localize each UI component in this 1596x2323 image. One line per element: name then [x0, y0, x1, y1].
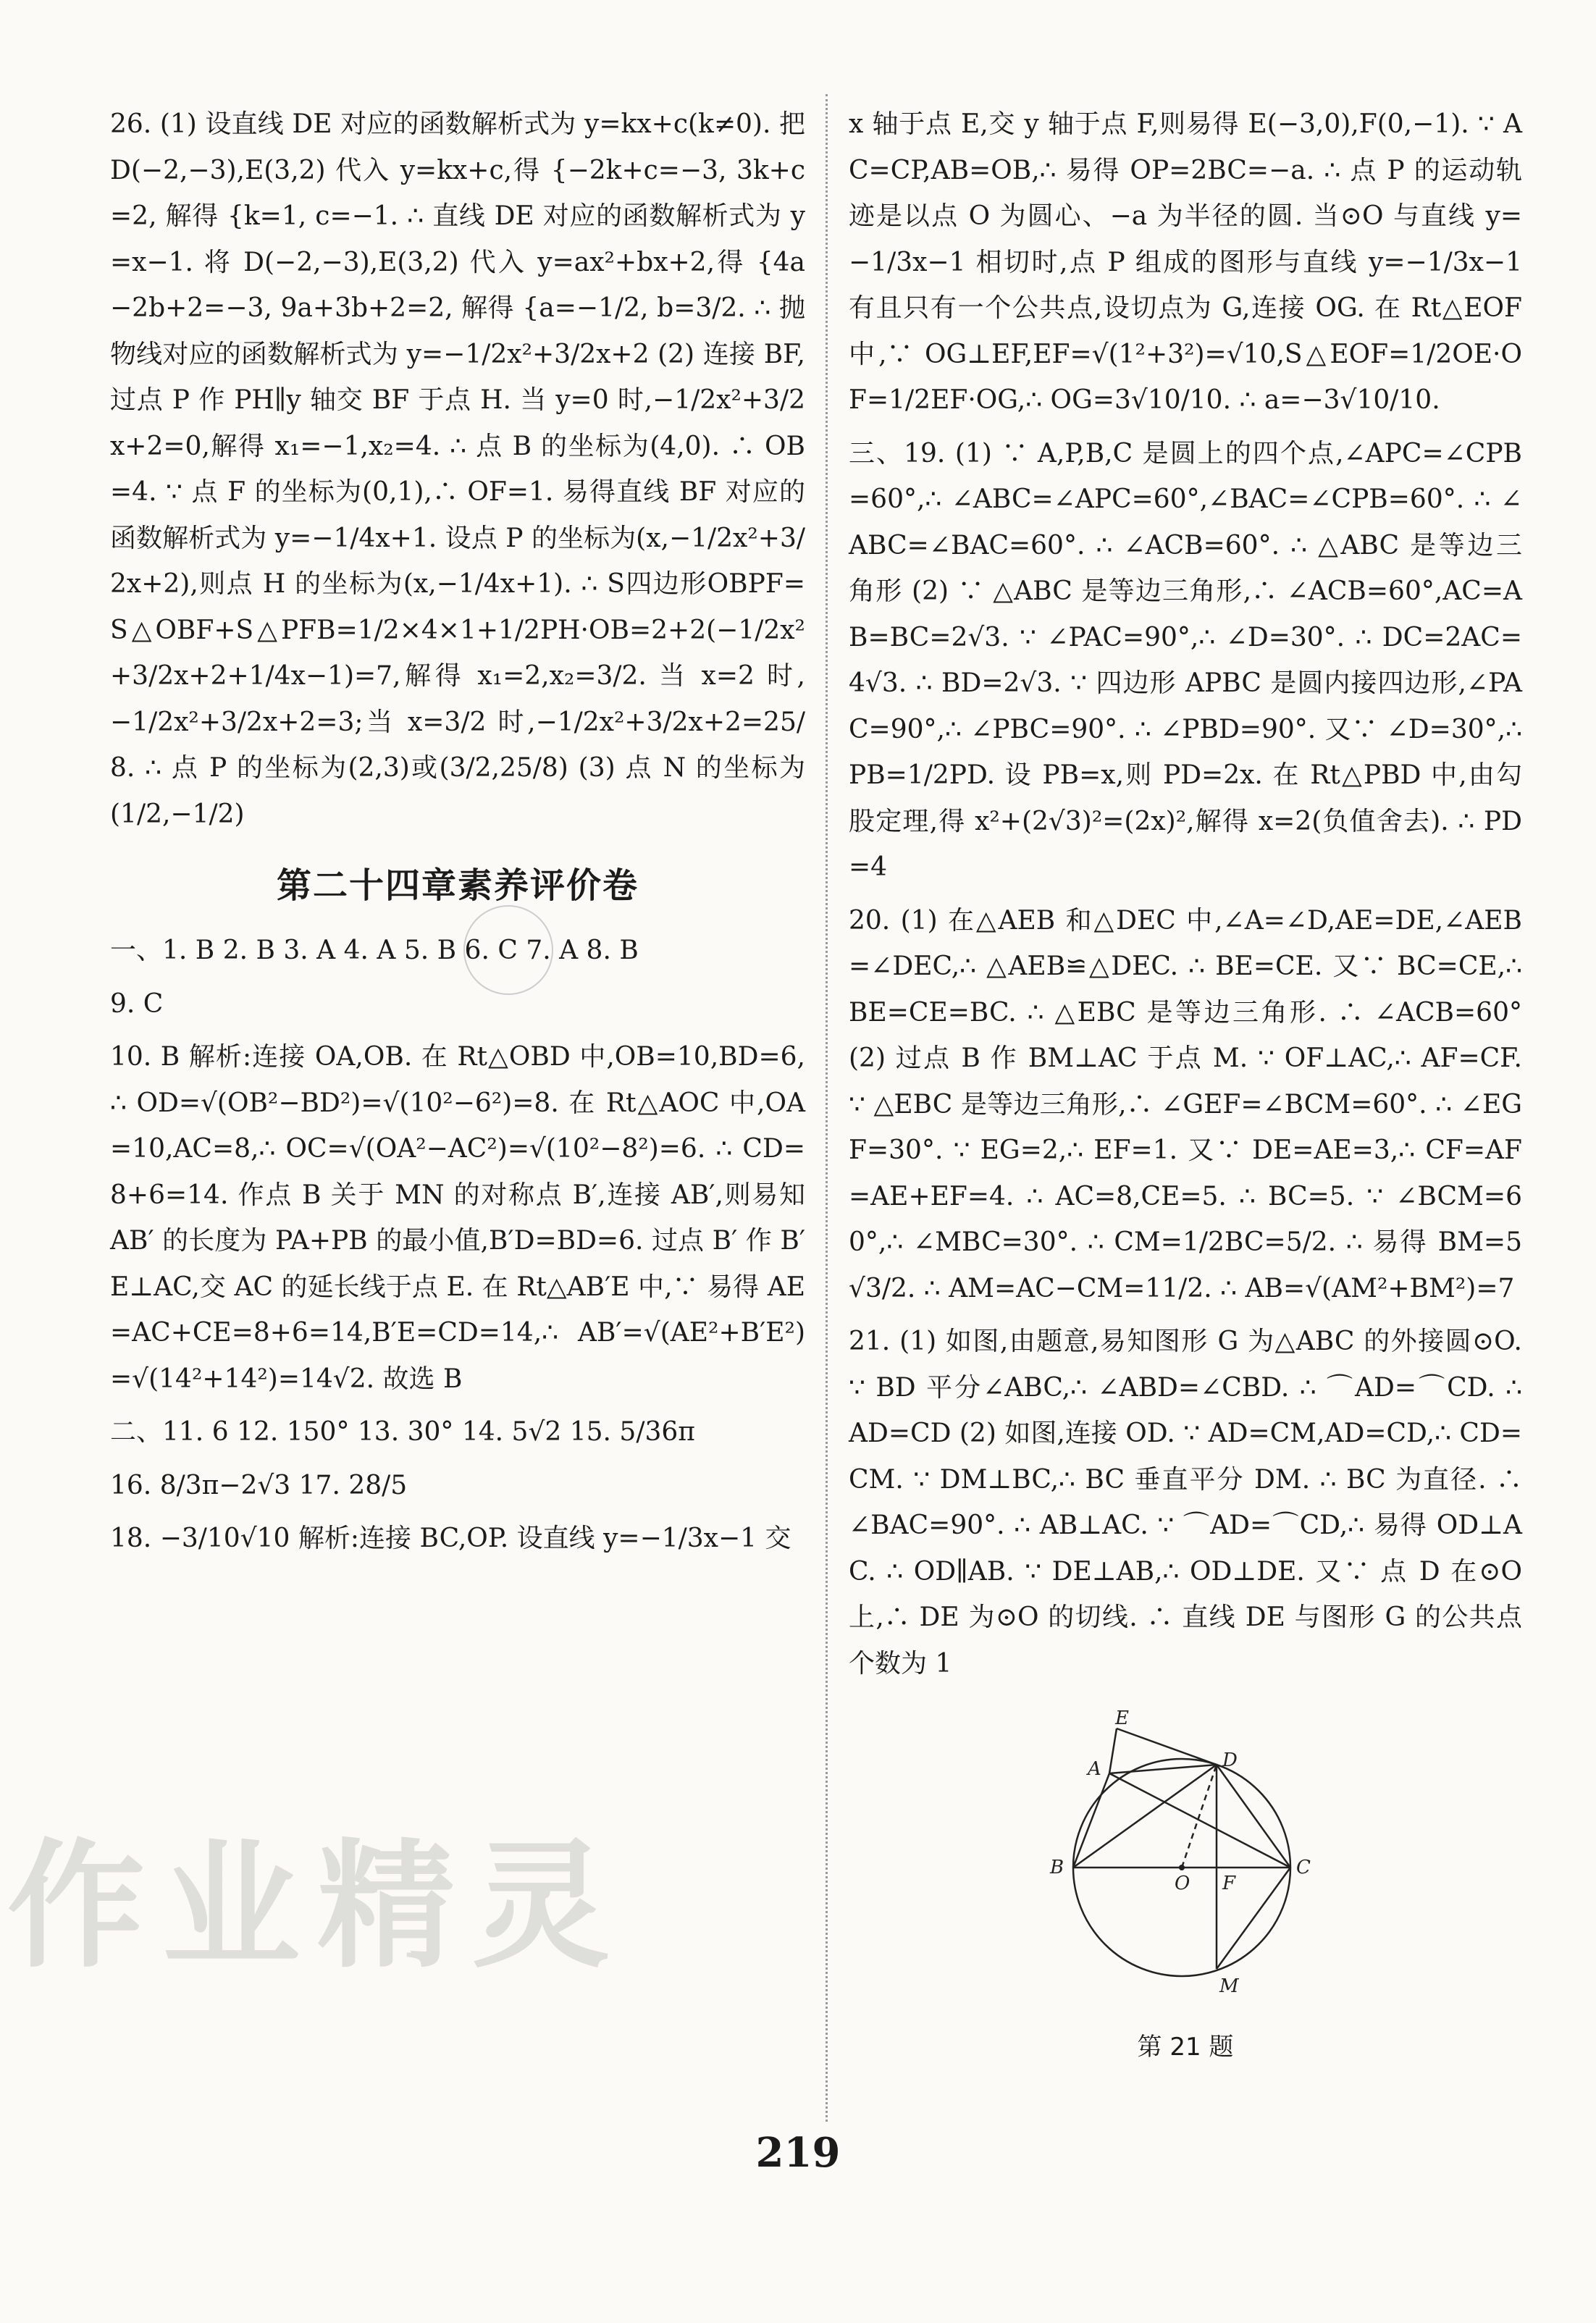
answer-20: 20. (1) 在△AEB 和△DEC 中,∠A=∠D,AE=DE,∠AEB=∠DEC,∴ △AEB≌△DEC. ∴ BE=CE. 又∵ BC=CE,∴ BE=CE=BC. ∴ △EBC 是等边三角形. ∴ ∠ACB=60° (2) 过点 B 作 BM⊥AC 于点 M. ∵ OF⊥AC,∴ AF=CF. ∵ △EBC 是等边三角形,∴ ∠GEF=∠BCM=60°. ∴ ∠EGF=30°. ∵ EG=2,∴ EF=1. 又∵ DE=AE=3,∴ CF=AF=AE+EF=4. ∴ AC=8,CE=5. ∴ BC=5. ∵ ∠BCM=60°,∴ ∠MBC=30°. ∴ CM=1/2BC=5/2. ∴ 易得 BM=5√3/2. ∴ AM=AC−CM=11/2. ∴ AB=√(AM²+BM²)=7: [849, 905, 1522, 1303]
line-ea: [1109, 1728, 1117, 1773]
answer-26: 26. (1) 设直线 DE 对应的函数解析式为 y=kx+c(k≠0). 把 D(−2,−3),E(3,2) 代入 y=kx+c,得 {−2k+c=−3, 3k+c=2, 解得 {k=1, c=−1. ∴ 直线 DE 对应的函数解析式为 y=x−1. 将 D(−2,−3),E(3,2) 代入 y=ax²+bx+2,得 {4a−2b+2=−3, 9a+3b+2=2, 解得 {a=−1/2, b=3/2. ∴ 抛物线对应的函数解析式为 y=−1/2x²+3/2x+2 (2) 连接 BF,过点 P 作 PH∥y 轴交 BF 于点 H. 当 y=0 时,−1/2x²+3/2x+2=0,解得 x₁=−1,x₂=4. ∴ 点 B 的坐标为(4,0). ∴ OB=4. ∵ 点 F 的坐标为(0,1),∴ OF=1. 易得直线 BF 对应的函数解析式为 y=−1/4x+1. 设点 P 的坐标为(x,−1/2x²+3/2x+2),则点 H 的坐标为(x,−1/4x+1). ∴ S四边形OBPF=S△OBF+S△PFB=1/2×4×1+1/2PH·OB=2+2(−1/2x²+3/2x+2+1/4x−1)=7,解得 x₁=2,x₂=3/2. 当 x=2 时,−1/2x²+3/2x+2=3;当 x=3/2 时,−1/2x²+3/2x+2=25/8. ∴ 点 P 的坐标为(2,3)或(3/2,25/8) (3) 点 N 的坐标为(1/2,−1/2): [110, 109, 805, 829]
line-ad: [1109, 1765, 1217, 1773]
watermark: 作业精灵: [7, 1826, 628, 1986]
label-d: D: [1222, 1749, 1238, 1771]
answer-18-continued: x 轴于点 E,交 y 轴于点 F,则易得 E(−3,0),F(0,−1). ∵ AC=CP,AB=OB,∴ 易得 OP=2BC=−a. ∴ 点 P 的运动轨迹是以点 O 为圆心、−a 为半径的圆. 当⊙O 与直线 y=−1/3x−1 相切时,点 P 组成的图形与直线 y=−1/3x−1 有且只有一个公共点,设切点为 G,连接 OG. 在 Rt△EOF 中,∵ OG⊥EF,EF=√(1²+3²)=√10,S△EOF=1/2OE·OF=1/2EF·OG,∴ OG=3√10/10. ∴ a=−3√10/10.: [849, 109, 1522, 415]
label-e: E: [1115, 1708, 1129, 1729]
answers-part2-line2: 16. 8/3π−2√3 17. 28/5: [110, 1470, 408, 1500]
label-m: M: [1219, 1975, 1239, 1997]
label-b: B: [1050, 1857, 1064, 1878]
line-ac: [1109, 1773, 1290, 1868]
answers-part1-line2: 9. C: [110, 988, 164, 1019]
page-number: 219: [755, 2129, 841, 2177]
section-title: 第二十四章素养评价卷: [276, 865, 639, 906]
label-c: C: [1296, 1857, 1311, 1878]
figure-caption: 第 21 题: [1137, 2033, 1234, 2062]
line-bd: [1073, 1765, 1217, 1868]
answer-19: 三、19. (1) ∵ A,P,B,C 是圆上的四个点,∠APC=∠CPB=60°,∴ ∠ABC=∠APC=60°,∠BAC=∠CPB=60°. ∴ ∠ABC=∠BAC=60°. ∴ ∠ACB=60°. ∴ △ABC 是等边三角形 (2) ∵ △ABC 是等边三角形,∴ ∠ACB=60°,AC=AB=BC=2√3. ∵ ∠PAC=90°,∴ ∠D=30°. ∴ DC=2AC=4√3. ∴ BD=2√3. ∵ 四边形 APBC 是圆内接四边形,∠PAC=90°,∴ ∠PBC=90°. ∴ ∠PBD=90°. 又∵ ∠D=30°,∴ PB=1/2PD. 设 PB=x,则 PD=2x. 在 Rt△PBD 中,由勾股定理,得 x²+(2√3)²=(2x)²,解得 x=2(负值舍去). ∴ PD=4: [849, 438, 1522, 882]
answers-part2-line1: 二、11. 6 12. 150° 13. 30° 14. 5√2 15. 5/36π: [110, 1417, 695, 1447]
right-column: [849, 101, 1522, 2062]
figure-21: [849, 1708, 1522, 2062]
label-f: F: [1222, 1873, 1236, 1894]
point-o: [1179, 1865, 1185, 1870]
column-divider: [826, 94, 828, 2122]
label-a: A: [1088, 1758, 1101, 1780]
geometry-diagram: [1030, 1708, 1348, 2027]
stamp-mark: [463, 905, 553, 995]
answer-21: 21. (1) 如图,由题意,易知图形 G 为△ABC 的外接圆⊙O. ∵ BD 平分∠ABC,∴ ∠ABD=∠CBD. ∴ ⌒AD=⌒CD. ∴ AD=CD (2) 如图,连接 OD. ∵ AD=CM,AD=CD,∴ CD=CM. ∵ DM⊥BC,∴ BC 垂直平分 DM. ∴ BC 为直径. ∴ ∠BAC=90°. ∴ AB⊥AC. ∵ ⌒AD=⌒CD,∴ 易得 OD⊥AC. ∴ OD∥AB. ∵ DE⊥AB,∴ OD⊥DE. 又∵ 点 D 在⊙O 上,∴ DE 为⊙O 的切线. ∴ 直线 DE 与图形 G 的公共点个数为 1: [849, 1327, 1522, 1679]
answer-18: 18. −3/10√10 解析:连接 BC,OP. 设直线 y=−1/3x−1 交: [110, 1524, 791, 1553]
label-o: O: [1175, 1873, 1190, 1894]
line-dc: [1217, 1765, 1290, 1868]
answer-10: 10. B 解析:连接 OA,OB. 在 Rt△OBD 中,OB=10,BD=6,∴ OD=√(OB²−BD²)=√(10²−6²)=8. 在 Rt△AOC 中,OA=10,AC=8,∴ OC=√(OA²−AC²)=√(10²−8²)=6. ∴ CD=8+6=14. 作点 B 关于 MN 的对称点 B′,连接 AB′,则易知 AB′ 的长度为 PA+PB 的最小值,B′D=BD=6. 过点 B′ 作 B′E⊥AC,交 AC 的延长线于点 E. 在 Rt△AB′E 中,∵ 易得 AE=AC+CE=8+6=14,B′E=CD=14,∴ AB′=√(AE²+B′E²)=√(14²+14²)=14√2. 故选 B: [110, 1042, 805, 1394]
line-ba: [1073, 1773, 1109, 1868]
line-od: [1182, 1765, 1217, 1868]
answers-part1-line1: 一、1. B 2. B 3. A 4. A 5. B 6. C 7. A 8. B: [110, 936, 639, 965]
left-column: [110, 101, 805, 1569]
